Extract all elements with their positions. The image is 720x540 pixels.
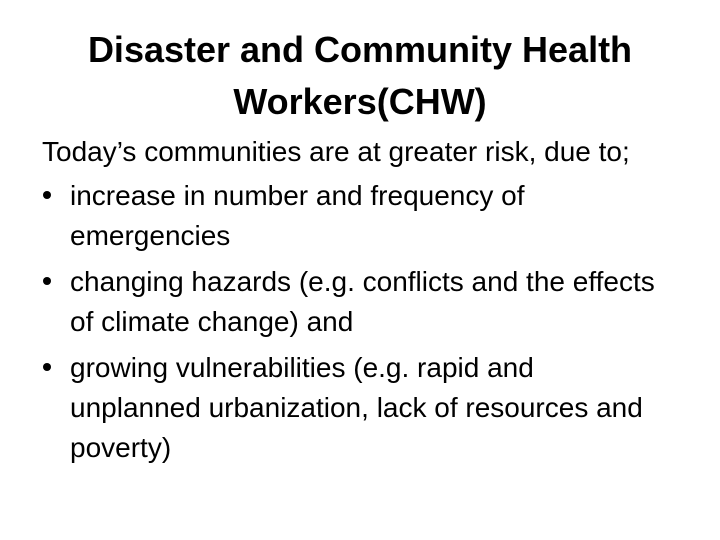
bullet-2-line-2: of climate change) and — [70, 306, 354, 337]
bullet-item-frequency — [42, 176, 692, 256]
bullet-3-line-1: growing vulnerabilities (e.g. rapid and — [70, 352, 534, 383]
bullet-3-line-2: unplanned urbanization, lack of resources and — [70, 392, 643, 423]
slide-title-line-1: Disaster and Community Health — [87, 29, 633, 70]
bullet-1-line-2: emergencies — [70, 220, 231, 251]
bullet-1-line-1: increase in number and frequency of — [70, 180, 525, 211]
bullet-icon — [43, 363, 51, 371]
bullet-item-hazards — [42, 262, 692, 342]
intro-text: Today’s communities are at greater risk, due to; — [42, 136, 630, 167]
slide-title-line-2: Workers(CHW) — [233, 81, 487, 122]
slide-content — [42, 132, 692, 474]
slide-title — [40, 24, 680, 128]
bullet-icon — [43, 191, 51, 199]
bullet-icon — [43, 277, 51, 285]
bullet-2-line-1: changing hazards (e.g. conflicts and the effects — [70, 266, 655, 297]
bullet-list — [42, 176, 692, 468]
bullet-3-line-3: poverty) — [70, 432, 172, 463]
bullet-item-vulnerabilities — [42, 348, 692, 468]
